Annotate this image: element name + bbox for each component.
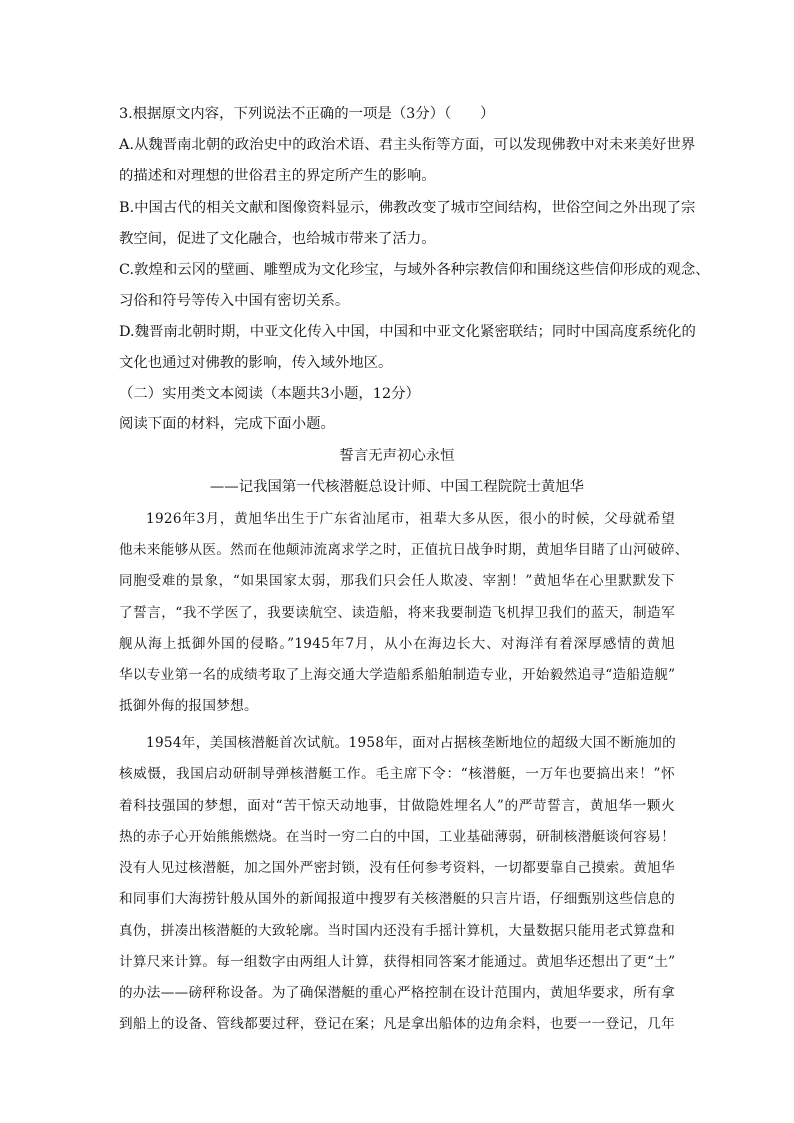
- paragraph-2-line-8: 计算尺来计算。每一组数字由两组人计算，获得相同答案才能通过。黄旭华还想出了更“土”: [119, 954, 676, 970]
- article-subtitle: ——记我国第一代核潜艇总设计师、中国工程院院士黄旭华: [209, 479, 585, 495]
- option-c-line-2: 习俗和符号等传入中国有密切关系。: [119, 293, 350, 309]
- paragraph-2-line-9: 的办法——磅秤称设备。为了确保潜艇的重心严格控制在设计范围内，黄旭华要求，所有拿: [119, 985, 675, 1001]
- option-b-line-1: B.中国古代的相关文献和图像资料显示，佛教改变了城市空间结构，世俗空间之外出现了宗: [119, 200, 696, 216]
- paragraph-2-line-4: 热的赤子心开始熊熊燃烧。在当时一穷二白的中国，工业基础薄弱，研制核潜艇谈何容易！: [119, 829, 675, 845]
- option-d-line-1: D.魏晋南北朝时期，中亚文化传入中国，中国和中亚文化紧密联结；同时中国高度系统化的: [119, 324, 696, 340]
- paragraph-1-line-5: 舰从海上抵御外国的侵略。”1945年7月，从小在海边长大、对海洋有着深厚感情的黄旭: [119, 636, 675, 652]
- section-heading: （二）实用类文本阅读（本题共3小题，12分）: [119, 386, 420, 402]
- reading-instruction: 阅读下面的材料，完成下面小题。: [119, 416, 335, 432]
- paragraph-1-line-1: 1926年3月，黄旭华出生于广东省汕尾市，祖辈大多从医，很小的时候，父母就希望: [146, 511, 675, 527]
- paragraph-2-line-3: 着科技强国的梦想，面对“苦干惊天动地事，甘做隐姓埋名人”的严苛誓言，黄旭华一颗火: [119, 798, 675, 814]
- question-3-stem: 3.根据原文内容，下列说法不正确的一项是（3分）（ ）: [119, 106, 495, 122]
- paragraph-2-line-1: 1954年，美国核潜艇首次试航。1958年，面对占据核垄断地位的超级大国不断施加的: [146, 735, 677, 751]
- option-b-line-2: 教空间，促进了文化融合，也给城市带来了活力。: [119, 231, 436, 247]
- paragraph-2-line-5: 没有人见过核潜艇，加之国外严密封锁，没有任何参考资料，一切都要靠自己摸索。黄旭华: [119, 860, 675, 876]
- article-title: 誓言无声初心永恒: [339, 448, 455, 464]
- paragraph-2-line-10: 到船上的设备、管线都要过秤，登记在案；凡是拿出船体的边角余料，也要一一登记，几年: [119, 1016, 675, 1032]
- paragraph-2-line-6: 和同事们大海捞针般从国外的新闻报道中搜罗有关核潜艇的只言片语，仔细甄别这些信息的: [119, 891, 675, 907]
- option-d-line-2: 文化也通过对佛教的影响，传入域外地区。: [119, 355, 393, 371]
- option-c-line-1: C.敦煌和云冈的壁画、雕塑成为文化珍宝，与域外各种宗教信仰和围绕这些信仰形成的观念、: [119, 262, 710, 278]
- option-a-line-2: 的描述和对理想的世俗君主的界定所产生的影响。: [119, 168, 436, 184]
- paragraph-2-line-2: 核威慑，我国启动研制导弹核潜艇工作。毛主席下令：“核潜艇，一万年也要搞出来！”怀: [119, 766, 675, 782]
- option-a-line-1: A.从魏晋南北朝的政治史中的政治术语、君主头衔等方面，可以发现佛教中对未来美好世界: [119, 137, 696, 153]
- paragraph-2-line-7: 真伪，拼凑出核潜艇的大致轮廓。当时国内还没有手摇计算机，大量数据只能用老式算盘和: [119, 923, 675, 939]
- paragraph-1-line-6: 华以专业第一名的成绩考取了上海交通大学造船系船舶制造专业，开始毅然追寻“造船造舰”: [119, 667, 676, 683]
- paragraph-1-line-7: 抵御外侮的报国梦想。: [119, 698, 258, 714]
- paragraph-1-line-2: 他未来能够从医。然而在他颠沛流离求学之时，正值抗日战争时期，黄旭华目睹了山河破碎、: [119, 542, 689, 558]
- paragraph-1-line-3: 同胞受难的景象，“如果国家太弱，那我们只会任人欺凌、宰割！”黄旭华在心里默默发下: [119, 573, 675, 589]
- paragraph-1-line-4: 了誓言，“我不学医了，我要读航空、读造船，将来我要制造飞机捍卫我们的蓝天，制造军: [119, 605, 675, 621]
